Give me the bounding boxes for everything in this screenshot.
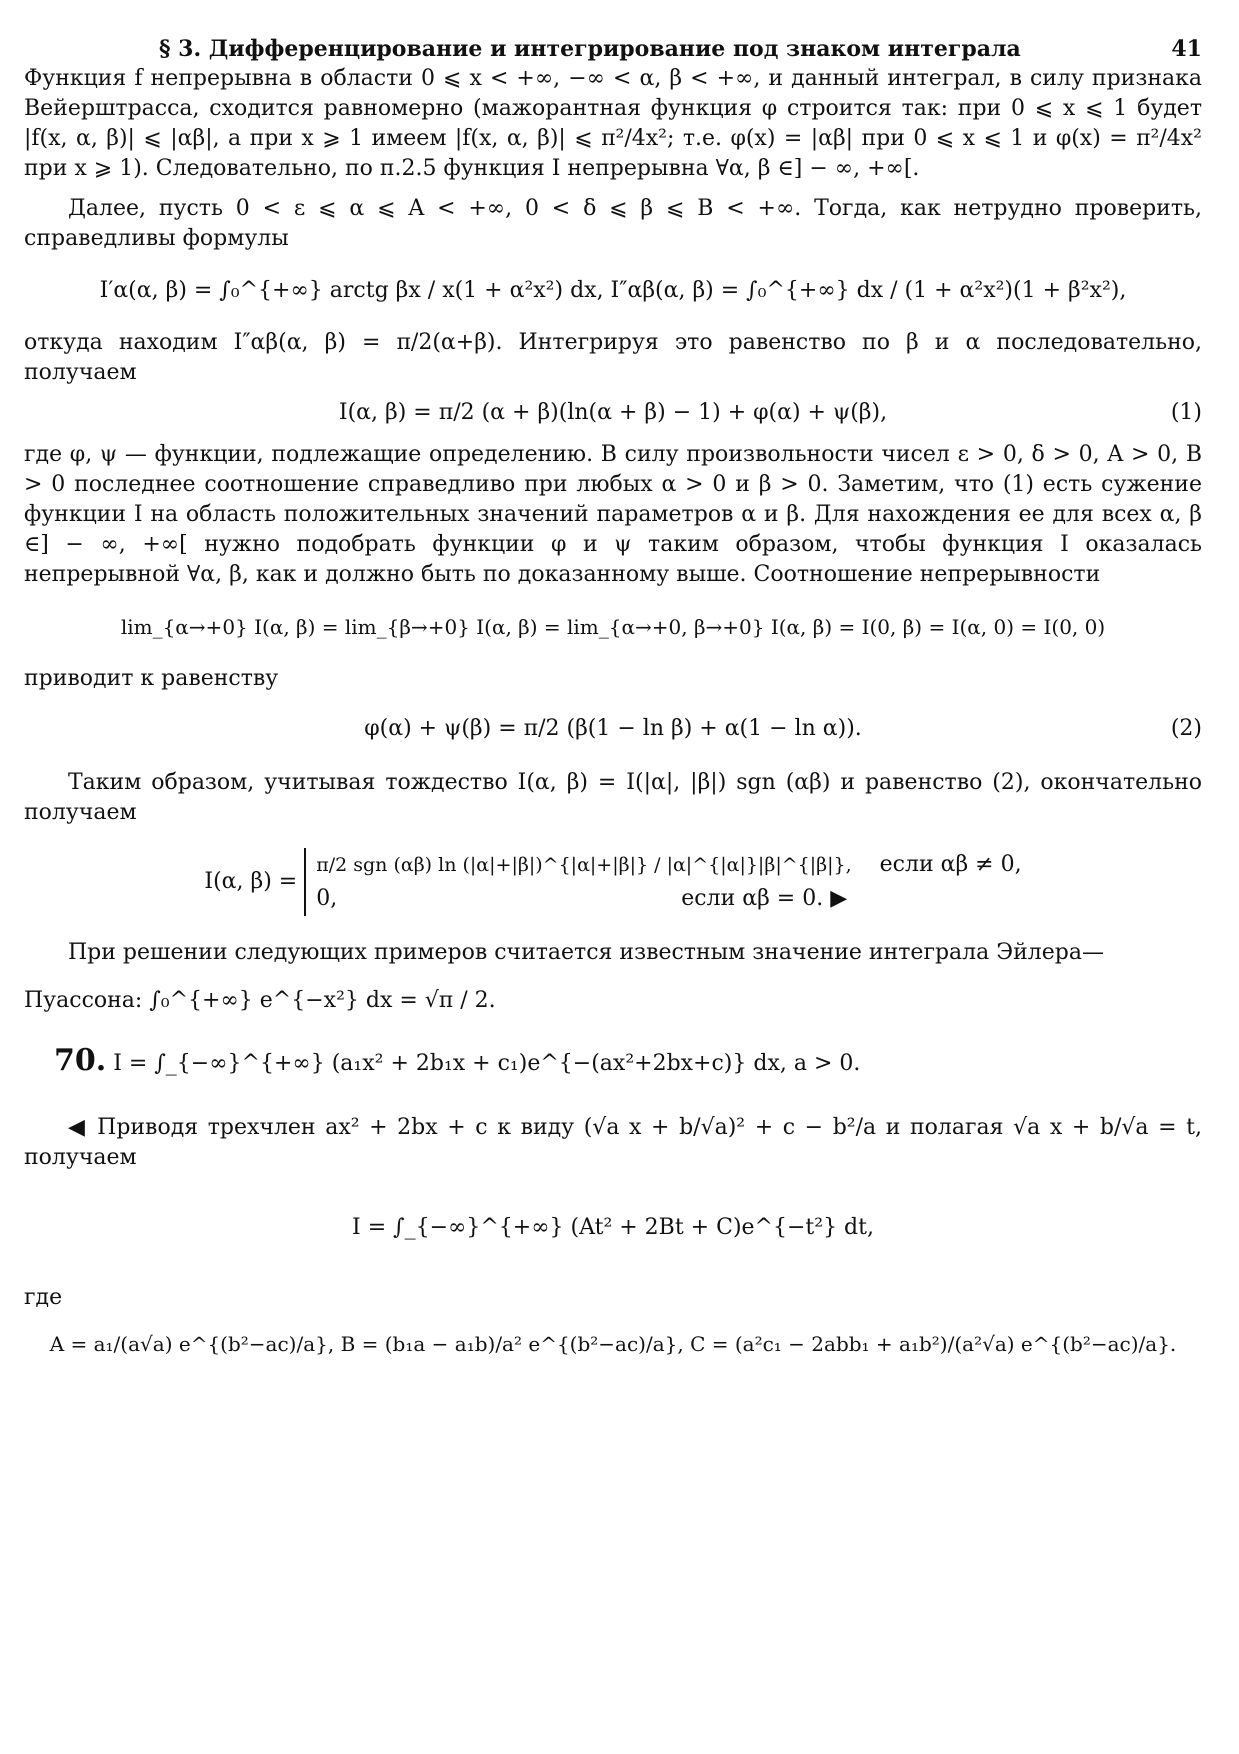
equation-limits-text: lim_{α→+0} I(α, β) = lim_{β→+0} I(α, β) = lim_{α→+0, β→+0} I(α, β) = I(0, β) = I(α, 0) = I(0, 0) (120, 615, 1106, 639)
equation-coefficients (24, 1329, 1202, 1359)
case-nonzero-cond: если αβ ≠ 0, (879, 852, 1022, 877)
equation-2-text: φ(α) + ψ(β) = π/2 (β(1 − ln β) + α(1 − ln α)). (364, 716, 862, 741)
paragraph-leads-to: приводит к равенству (24, 666, 279, 691)
equation-I-transformed-text: I = ∫_{−∞}^{+∞} (At² + 2Bt + C)e^{−t²} dt, (352, 1215, 874, 1240)
page (24, 30, 1202, 1359)
paragraph-integrating: откуда находим I″αβ(α, β) = π/2(α+β). Интегрируя это равенство по β и α последовательно, получаем (24, 330, 1202, 385)
equation-2 (24, 714, 1202, 744)
equation-poisson: Пуассона: ∫₀^{+∞} e^{−x²} dx = √π / 2. (24, 988, 496, 1013)
paragraph-euler: При решении следующих примеров считается известным значение интеграла Эйлера— (68, 940, 1104, 965)
equation-limits (24, 612, 1202, 642)
equation-derivatives (24, 276, 1202, 306)
equation-I-transformed (24, 1213, 1202, 1243)
running-title: § 3. Дифференцирование и интегрирование под знаком интеграла (159, 36, 1021, 62)
case-nonzero-expr: π/2 sgn (αβ) ln (|α|+|β|)^{|α|+|β|} / |α|^{|α|}|β|^{|β|}, (316, 854, 852, 876)
case-nonzero (316, 848, 1021, 882)
where-label: где (24, 1285, 63, 1310)
paragraph-identity: Таким образом, учитывая тождество I(α, β) = I(|α|, |β|) sgn (αβ) и равенство (2), окончательно получаем (24, 770, 1202, 825)
case-zero (316, 882, 1021, 916)
equation-1-number: (1) (1170, 400, 1202, 425)
case-zero-cond: если αβ = 0. ▶ (681, 886, 848, 911)
page-number: 41 (1171, 36, 1202, 62)
equation-final-cases (304, 848, 1021, 916)
paragraph-functions: где φ, ψ — функции, подлежащие определению. В силу произвольности чисел ε > 0, δ > 0, A > 0, B > 0 последнее соотношение справедливо при любых α > 0 и β > 0. Заметим, что (1) есть сужение функции I на область положительных значений параметров α и β. Для нахождения ее для всех α, β ∈] − ∞, +∞[ нужно подобрать функции φ и ψ таким образом, чтобы функция I оказалась непрерывной ∀α, β, как и должно быть по доказанному выше. Соотношение непрерывности (24, 442, 1202, 587)
equation-1 (24, 398, 1202, 428)
problem-70 (54, 1043, 1202, 1079)
problem-number: 70. (54, 1043, 107, 1078)
running-head (24, 30, 1202, 64)
problem-statement: I = ∫_{−∞}^{+∞} (a₁x² + 2b₁x + c₁)e^{−(ax²+2bx+c)} dx, a > 0. (113, 1051, 861, 1076)
case-zero-expr: 0, (316, 886, 338, 911)
equation-coefficients-text: A = a₁/(a√a) e^{(b²−ac)/a}, B = (b₁a − a₁b)/a² e^{(b²−ac)/a}, C = (a²c₁ − 2abb₁ + a₁b²)/(a²√a) e^{(b²−ac)/a}. (49, 1332, 1177, 1356)
paragraph-continuity: Функция f непрерывна в области 0 ⩽ x < +∞, −∞ < α, β < +∞, и данный интеграл, в силу признака Вейерштрасса, сходится равномерно (мажорантная функция φ строится так: при 0 ⩽ x ⩽ 1 будет |f(x, α, β)| ⩽ |αβ|, а при x ⩾ 1 имеем |f(x, α, β)| ⩽ π²/4x²; т.е. φ(x) = |αβ| при 0 ⩽ x ⩽ 1 и φ(x) = π²/4x² при x ⩾ 1). Следовательно, по п.2.5 функция I непрерывна ∀α, β ∈] − ∞, +∞[. (24, 66, 1202, 181)
equation-final-lhs: I(α, β) = (204, 869, 298, 894)
equation-final (24, 848, 1202, 916)
equation-1-text: I(α, β) = π/2 (α + β)(ln(α + β) − 1) + φ(α) + ψ(β), (338, 400, 888, 425)
paragraph-substitution: ◀ Приводя трехчлен ax² + 2bx + c к виду (√a x + b/√a)² + c − b²/a и полагая √a x + b/√a = t, получаем (24, 1115, 1202, 1170)
equation-2-number: (2) (1170, 716, 1202, 741)
paragraph-bounds: Далее, пусть 0 < ε ⩽ α ⩽ A < +∞, 0 < δ ⩽ β ⩽ B < +∞. Тогда, как нетрудно проверить, справедливы формулы (24, 196, 1202, 251)
equation-derivatives-text: I′α(α, β) = ∫₀^{+∞} arctg βx / x(1 + α²x²) dx, I″αβ(α, β) = ∫₀^{+∞} dx / (1 + α²x²)(1 + β²x²), (99, 278, 1127, 303)
